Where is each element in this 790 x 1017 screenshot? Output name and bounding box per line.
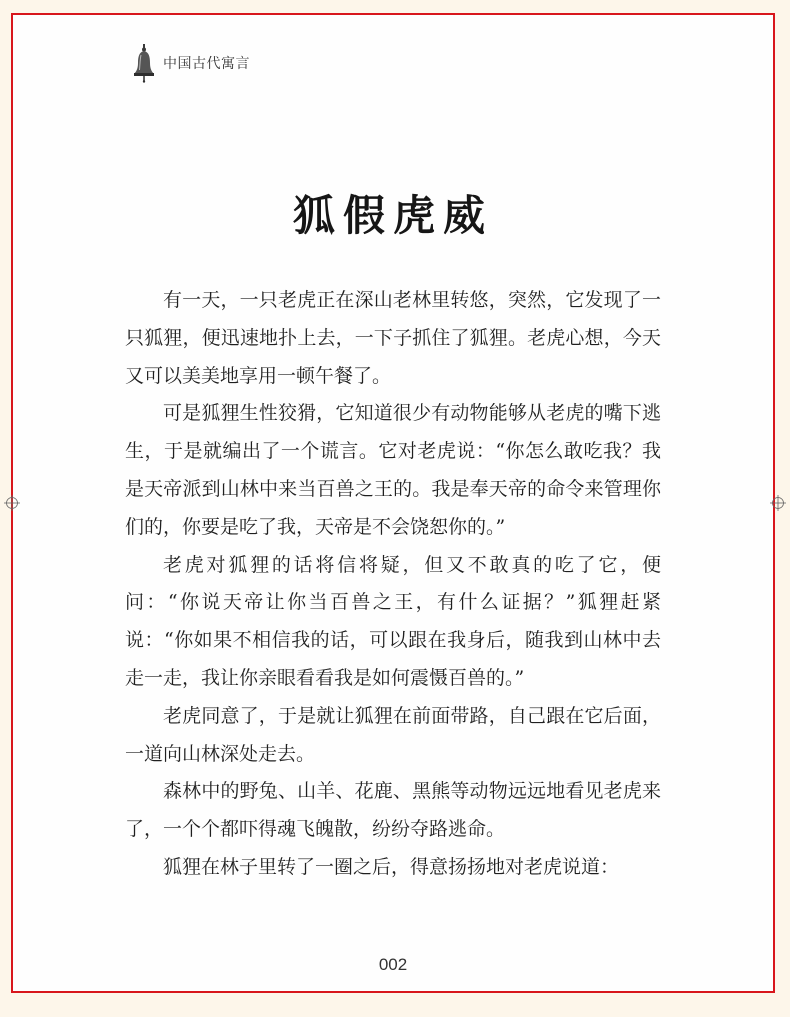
page-frame xyxy=(11,13,775,993)
paragraph: 有一天，一只老虎正在深山老林里转悠，突然，它发现了一只狐狸，便迅速地扑上去，一下子抓住了狐狸。老虎心想，今天又可以美美地享用一顿午餐了。 xyxy=(125,289,661,387)
bell-icon xyxy=(131,43,157,83)
paragraph: 可是狐狸生性狡猾，它知道很少有动物能够从老虎的嘴下逃生，于是就编出了一个谎言。它对老虎说：“你怎么敢吃我？我是天帝派到山林中来当百兽之王的。我是奉天帝的命令来管理你们的，你要是吃了我，天帝是不会饶恕你的。” xyxy=(125,402,661,538)
story-body xyxy=(125,282,661,887)
story-title: 狐假虎威 xyxy=(292,191,493,240)
registration-mark-left-icon xyxy=(4,495,20,511)
page-number: 002 xyxy=(378,955,408,974)
paragraph: 老虎同意了，于是就让狐狸在前面带路，自己跟在它后面，一道向山林深处走去。 xyxy=(125,704,661,765)
running-header xyxy=(131,43,250,83)
paragraph: 森林中的野兔、山羊、花鹿、黑熊等动物远远地看见老虎来了，一个个都吓得魂飞魄散，纷纷夺路逃命。 xyxy=(125,780,661,841)
registration-mark-right-icon xyxy=(770,495,786,511)
book-title: 中国古代寓言 xyxy=(163,56,250,72)
paragraph: 老虎对狐狸的话将信将疑，但又不敢真的吃了它，便问：“你说天帝让你当百兽之王，有什么证据？”狐狸赶紧说：“你如果不相信我的话，可以跟在我身后，随我到山林中去走一走，我让你亲眼看看我是如何震慑百兽的。” xyxy=(125,553,661,689)
paragraph: 狐狸在林子里转了一圈之后，得意扬扬地对老虎说道： xyxy=(163,855,620,878)
